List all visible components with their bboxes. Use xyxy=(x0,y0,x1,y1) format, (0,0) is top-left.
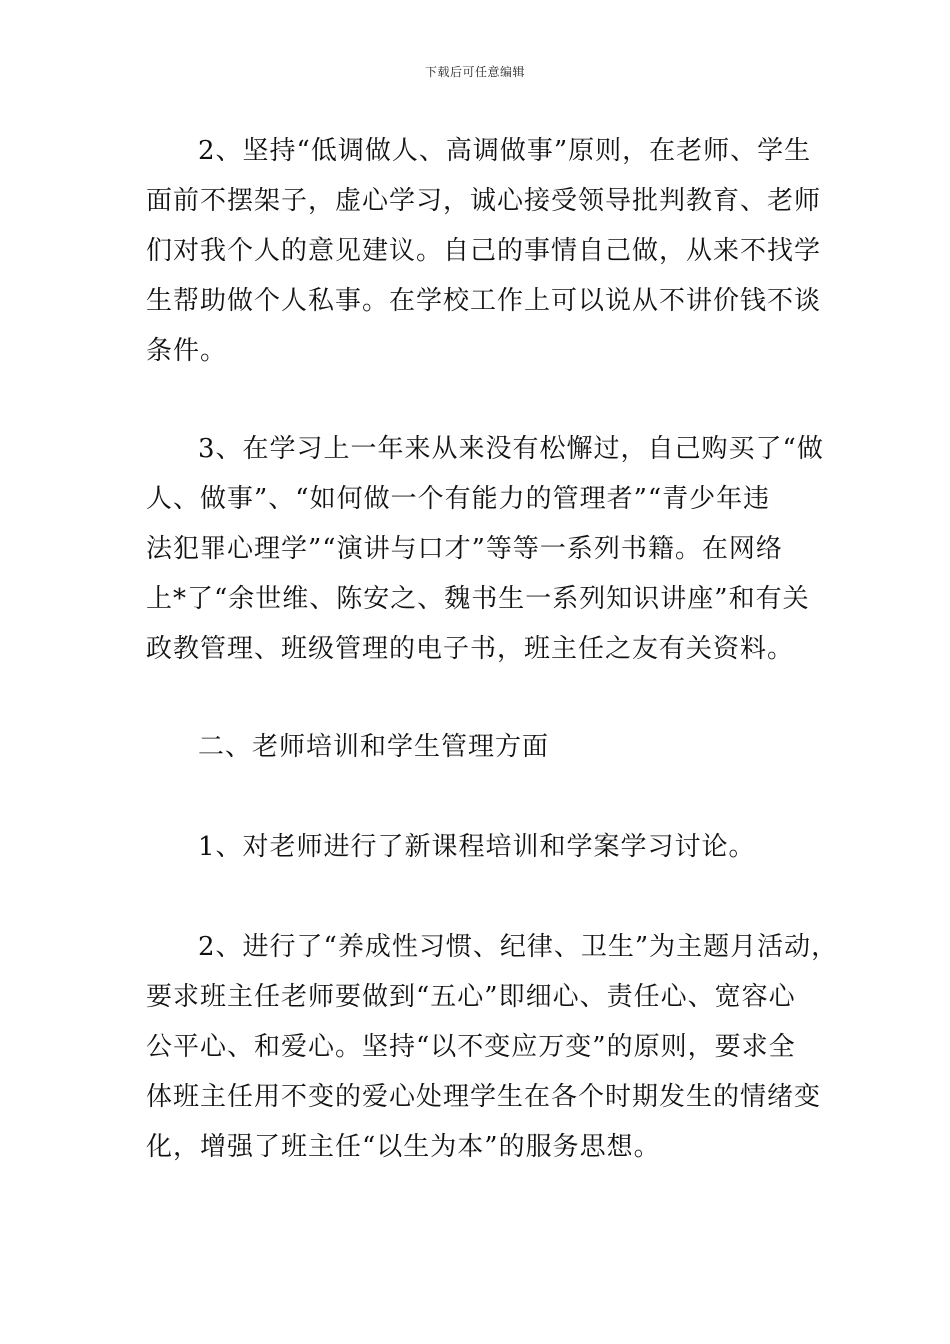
text-line: 2、进行了“养成性习惯、纪律、卫生”为主题月活动， xyxy=(198,932,839,962)
text-line: 们对我个人的意见建议。自己的事情自己做，从来不找学 xyxy=(146,236,822,266)
paragraph-study xyxy=(146,424,824,674)
paragraph-self-discipline xyxy=(146,126,822,376)
text-line: 人、做事”、“如何做一个有能力的管理者”“青少年违 xyxy=(146,484,771,514)
text-line: 政教管理、班级管理的电子书，班主任之友有关资料。 xyxy=(146,634,795,664)
text-line: 3、在学习上一年来从来没有松懈过，自己购买了“做 xyxy=(198,434,824,464)
text-line: 面前不摆架子，虚心学习，诚心接受领导批判教育、老师 xyxy=(146,186,822,216)
paragraph-teacher-training xyxy=(146,822,816,872)
text-line: 法犯罪心理学”“演讲与口才”等等一系列书籍。在网络 xyxy=(146,534,783,564)
text-line: 体班主任用不变的爱心处理学生在各个时期发生的情绪变 xyxy=(146,1082,822,1112)
paragraph-theme-month xyxy=(146,922,839,1172)
text-line: 条件。 xyxy=(146,336,228,366)
page-header: 下载后可任意编辑 xyxy=(424,65,525,79)
text-line: 1、对老师进行了新课程培训和学案学习讨论。 xyxy=(198,832,756,862)
heading-line: 二、老师培训和学生管理方面 xyxy=(198,732,550,762)
text-line: 化，增强了班主任“以生为本”的服务思想。 xyxy=(146,1132,661,1162)
text-line: 生帮助做个人私事。在学校工作上可以说从不讲价钱不谈 xyxy=(146,286,822,316)
text-line: 公平心、和爱心。坚持“以不变应万变”的原则，要求全 xyxy=(146,1032,796,1062)
text-line: 上*了“余世维、陈安之、魏书生一系列知识讲座”和有关 xyxy=(146,584,810,614)
text-line: 2、坚持“低调做人、高调做事”原则，在老师、学生 xyxy=(198,136,812,166)
section-heading xyxy=(146,722,816,772)
text-line: 要求班主任老师要做到“五心”即细心、责任心、宽容心 xyxy=(146,982,796,1012)
